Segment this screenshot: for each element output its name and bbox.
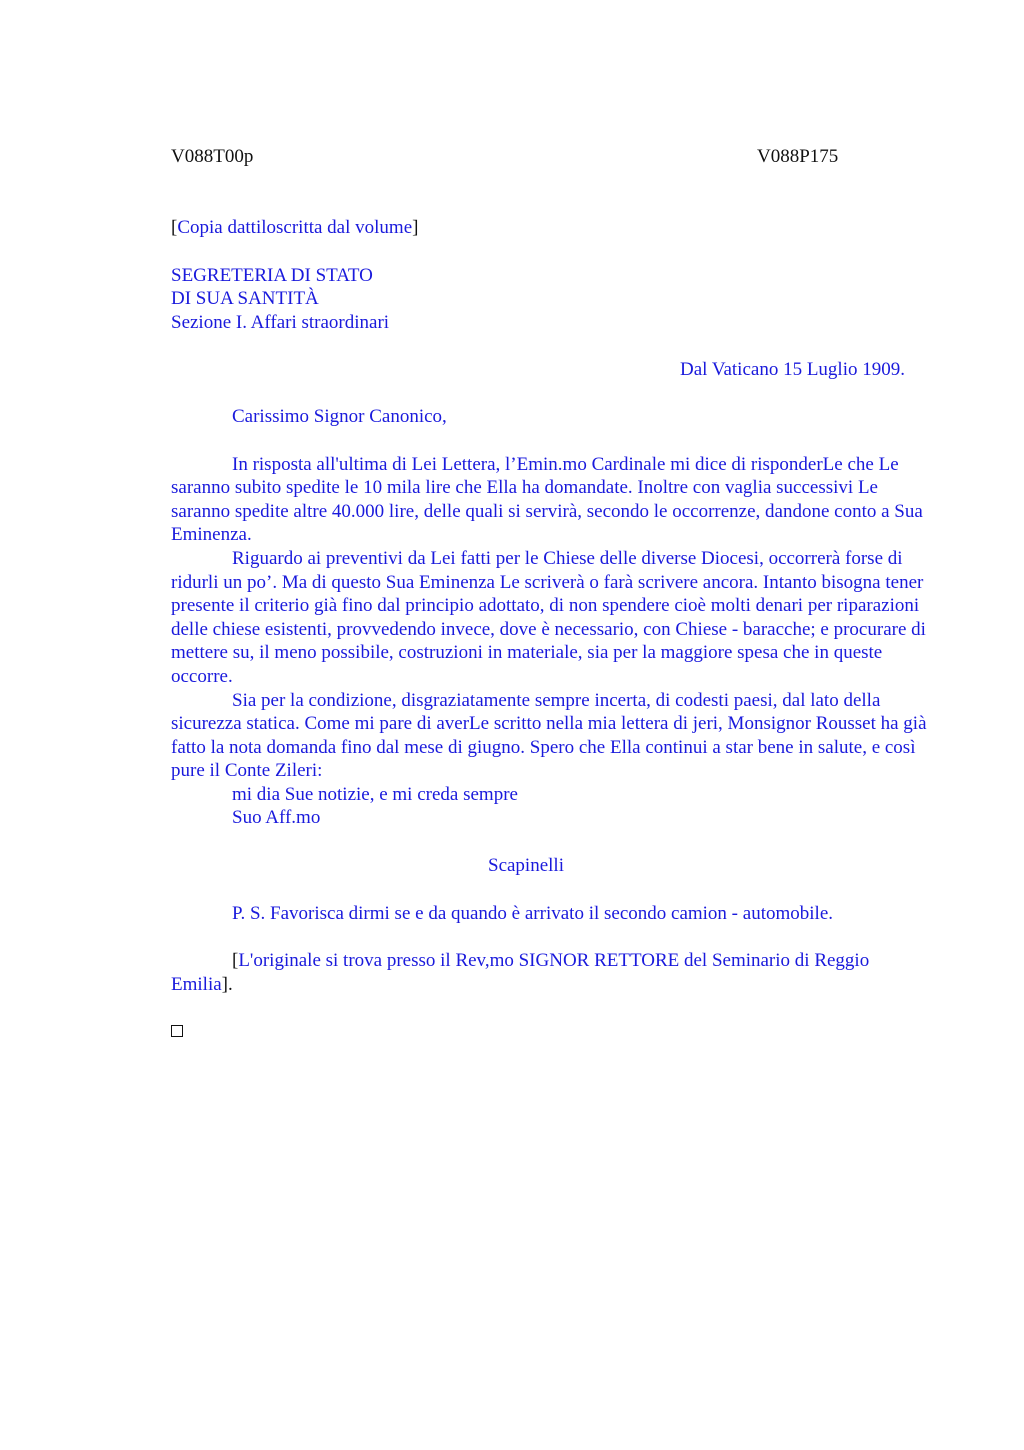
- bracket-close: ].: [221, 973, 233, 995]
- document-code-right: V088P175: [757, 146, 839, 167]
- salutation: Carissimo Signor Canonico,: [232, 405, 447, 427]
- letter-body: [171, 453, 931, 831]
- document-code-left: V088T00p: [171, 146, 254, 167]
- body-paragraph-3: Sia per la condizione, disgraziatamente sempre incerta, di codesti paesi, dal lato della sicurezza statica. Come mi pare di averLe scritto nella mia lettera di jeri, Monsignor Rousset ha già fatto la nota domanda fino dal mese di giugno. Spero che Ella continui a star bene in salute, e così pure il Conte Zileri:: [171, 689, 927, 782]
- closing-line-2: Suo Aff.mo: [232, 807, 321, 829]
- postscript: P. S. Favorisca dirmi se e da quando è arrivato il secondo camion - automobile.: [232, 902, 833, 924]
- body-paragraph-1: In risposta all'ultima di Lei Lettera, l’Emin.mo Cardinale mi dice di risponderLe che Le saranno subito spedite le 10 mila lire che Ella ha domandate. Inoltre con vaglia successivi Le saranno spedite altre 40.000 lire, delle quali si servirà, secondo le occorrenze, dandone conto a Sua Eminenza.: [171, 453, 923, 546]
- empty-square-icon: [171, 1025, 183, 1037]
- original-location-note-text: L'originale si trova presso il Rev,mo SIGNOR RETTORE del Seminario di Reggio Emilia: [171, 950, 870, 995]
- typescript-copy-note: [171, 216, 931, 240]
- body-paragraph-2: Riguardo ai preventivi da Lei fatti per le Chiese delle diverse Diocesi, occorrerà forse di ridurli un po’. Ma di questo Sua Eminenza Le scriverà o farà scrivere ancora. Intanto bisogna tener presente il criterio già fino dal principio adottato, di non spendere cioè molti denari per riparazioni delle chiese esistenti, provvedendo invece, dove è necessario, con Chiese - baracche; e procurare di mettere su, il meno possibile, costruzioni in materiale, sia per la maggiore spesa che in queste occorre.: [171, 547, 926, 687]
- letterhead: [171, 264, 931, 335]
- document-page: [171, 145, 931, 1037]
- end-marker: [171, 1025, 931, 1037]
- bracket-close: ]: [412, 217, 419, 238]
- page-header: [171, 145, 931, 169]
- typescript-copy-note-text: Copia dattiloscritta dal volume: [177, 217, 413, 238]
- signature: Scapinelli: [488, 855, 564, 877]
- original-location-note: [171, 949, 931, 996]
- letterhead-line-3: Sezione I. Affari straordinari: [171, 311, 390, 333]
- closing-line-1: mi dia Sue notizie, e mi creda sempre: [232, 783, 518, 805]
- bracket-open: [: [171, 217, 178, 238]
- letter-date: Dal Vaticano 15 Luglio 1909.: [680, 359, 905, 381]
- letterhead-line-2: DI SUA SANTITÀ: [171, 288, 319, 310]
- letterhead-line-1: SEGRETERIA DI STATO: [171, 264, 373, 286]
- bracket-open: [: [232, 950, 239, 972]
